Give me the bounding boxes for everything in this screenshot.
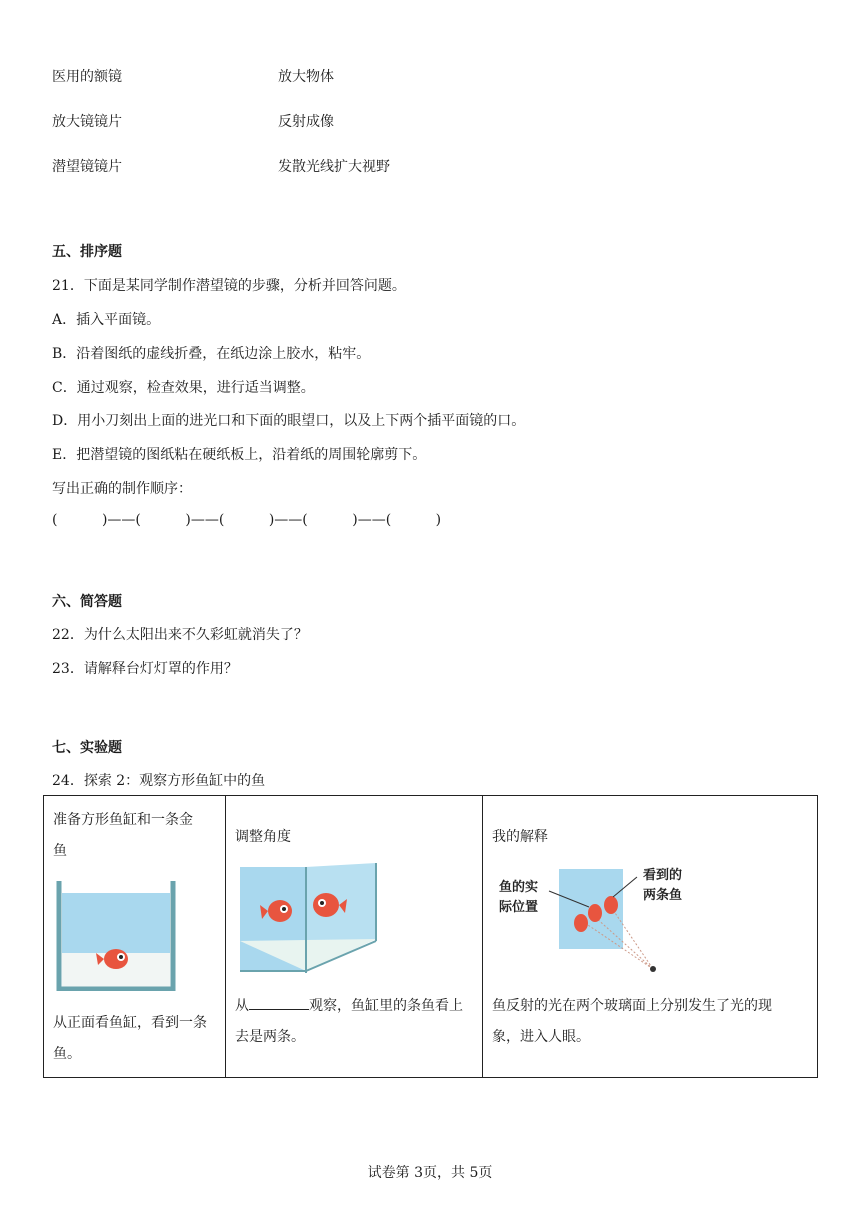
answer-blank[interactable] xyxy=(249,995,309,1010)
question-22: 22．为什么太阳出来不久彩虹就消失了？ xyxy=(52,627,308,643)
cell-prepare-head1: 准备方形鱼缸和一条金 xyxy=(53,812,193,828)
cell-explanation xyxy=(483,796,818,1078)
section-title-short-answer: 六、简答题 xyxy=(52,594,122,610)
front-tank-image xyxy=(56,881,176,991)
order-answer-line: ( )——( )——( )——( )——( ) xyxy=(52,512,442,528)
question-21: 21．下面是某同学制作潜望镜的步骤，分析并回答问题。 xyxy=(52,278,406,294)
angled-tank-image xyxy=(236,861,386,976)
label-actual-2: 际位置 xyxy=(499,900,539,915)
refraction-diagram xyxy=(493,861,733,976)
section-title-sorting: 五、排序题 xyxy=(52,244,122,260)
question-23: 23．请解释台灯灯罩的作用？ xyxy=(52,661,238,677)
cell-adjust xyxy=(226,796,483,1078)
cell-adjust-observe: 观察，鱼缸里的条鱼看上 xyxy=(309,998,463,1014)
cell-adjust-head: 调整角度 xyxy=(235,829,291,845)
order-prompt: 写出正确的制作顺序： xyxy=(52,481,192,497)
match-right-2: 反射成像 xyxy=(278,114,334,130)
cell-prepare xyxy=(44,796,226,1078)
section-title-experiment: 七、实验题 xyxy=(52,740,122,756)
cell-adjust-foot1 xyxy=(235,991,463,1022)
experiment-table xyxy=(43,795,818,1078)
match-right-3: 发散光线扩大视野 xyxy=(278,159,390,175)
cell-explanation-foot1: 鱼反射的光在两个玻璃面上分别发生了光的现 xyxy=(492,998,772,1014)
match-left-2: 放大镜镜片 xyxy=(52,114,122,130)
step-d: D．用小刀刻出上面的进光口和下面的眼望口，以及上下两个插平面镜的口。 xyxy=(52,413,526,429)
label-seen-1: 看到的 xyxy=(643,868,683,883)
step-c: C．通过观察，检查效果，进行适当调整。 xyxy=(52,380,315,396)
cell-explanation-head: 我的解释 xyxy=(492,829,548,845)
label-actual-1: 鱼的实 xyxy=(499,880,539,895)
step-a: A．插入平面镜。 xyxy=(52,312,161,328)
question-24: 24．探索 2：观察方形鱼缸中的鱼 xyxy=(52,773,266,789)
cell-adjust-foot2: 去是两条。 xyxy=(235,1029,305,1045)
match-left-1: 医用的额镜 xyxy=(52,69,122,85)
match-right-1: 放大物体 xyxy=(278,69,334,85)
label-seen-2: 两条鱼 xyxy=(643,888,683,903)
cell-prepare-head2: 鱼 xyxy=(53,843,67,859)
page-footer: 试卷第 3页，共 5页 xyxy=(367,1165,493,1181)
match-left-3: 潜望镜镜片 xyxy=(52,159,122,175)
cell-adjust-from: 从 xyxy=(235,998,249,1014)
step-e: E．把潜望镜的图纸粘在硬纸板上，沿着纸的周围轮廓剪下。 xyxy=(52,447,427,463)
cell-explanation-foot2: 象，进入人眼。 xyxy=(492,1029,590,1045)
cell-prepare-foot1: 从正面看鱼缸，看到一条 xyxy=(53,1015,207,1031)
cell-prepare-foot2: 鱼。 xyxy=(53,1046,81,1062)
step-b: B．沿着图纸的虚线折叠，在纸边涂上胶水，粘牢。 xyxy=(52,346,371,362)
